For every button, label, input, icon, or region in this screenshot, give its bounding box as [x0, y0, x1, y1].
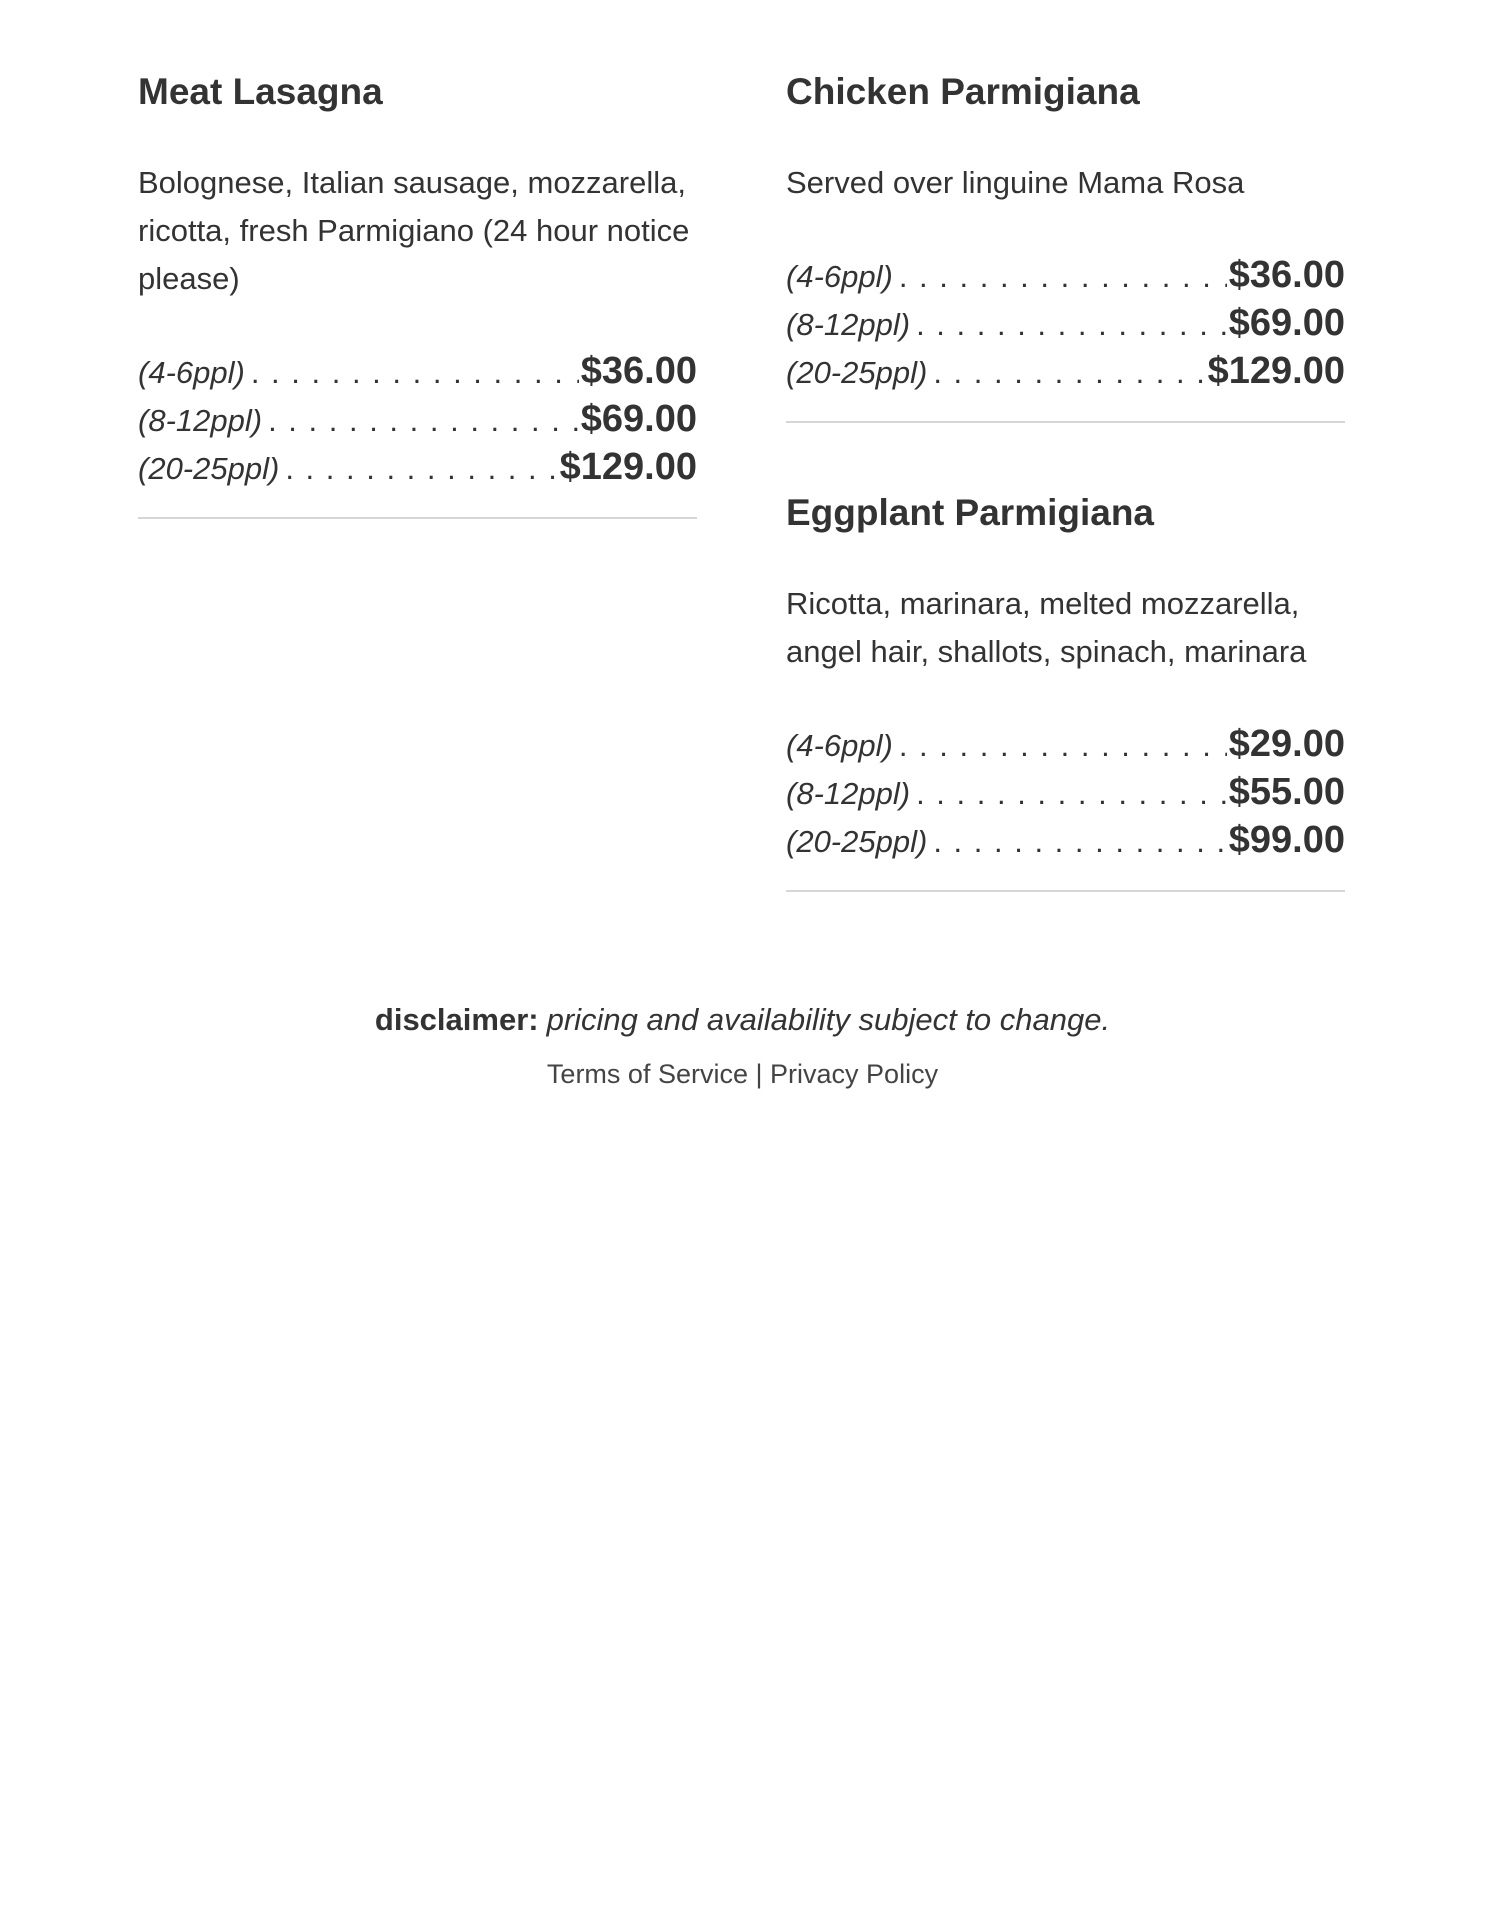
terms-of-service-link[interactable]: Terms of Service — [546, 1059, 748, 1089]
dot-leader — [262, 397, 579, 443]
serving-size: (4-6ppl) — [786, 728, 893, 763]
price: $36.00 — [1228, 254, 1345, 296]
price: $36.00 — [580, 350, 697, 392]
price-list — [138, 347, 697, 491]
footer — [0, 996, 1485, 1094]
price: $69.00 — [1228, 302, 1345, 344]
disclaimer-text: pricing and availability subject to change. — [546, 1002, 1111, 1037]
menu-item-chicken-parmigiana — [786, 70, 1345, 423]
item-title: Chicken Parmigiana — [786, 71, 1140, 112]
disclaimer-label: disclaimer: — [374, 1002, 539, 1037]
dot-leader — [910, 301, 1227, 347]
menu-column-left — [138, 70, 697, 960]
item-description: Served over linguine Mama Rosa — [786, 165, 1245, 200]
catering-menu — [138, 70, 1345, 960]
dot-leader — [245, 349, 579, 395]
item-description: Ricotta, marinara, melted mozzarella, angel hair, shallots, spinach, marinara — [786, 586, 1307, 669]
serving-size: (20-25ppl) — [786, 824, 928, 859]
price-row — [786, 299, 1345, 347]
dot-leader — [927, 818, 1226, 864]
price: $99.00 — [1228, 819, 1345, 861]
serving-size: (4-6ppl) — [786, 259, 893, 294]
price: $29.00 — [1228, 723, 1345, 765]
menu-item-meat-lasagna — [138, 70, 697, 519]
price-row — [786, 347, 1345, 395]
dot-leader — [893, 722, 1227, 768]
price-row — [786, 816, 1345, 864]
price-row — [138, 395, 697, 443]
dot-leader — [910, 770, 1227, 816]
item-title: Meat Lasagna — [138, 71, 383, 112]
privacy-policy-link[interactable]: Privacy Policy — [770, 1059, 939, 1089]
serving-size: (8-12ppl) — [786, 307, 911, 342]
menu-item-eggplant-parmigiana — [786, 491, 1345, 892]
price: $55.00 — [1228, 771, 1345, 813]
legal-links — [0, 1054, 1485, 1094]
price-list — [786, 251, 1345, 395]
price: $129.00 — [559, 446, 697, 488]
serving-size: (20-25ppl) — [786, 355, 928, 390]
dot-leader — [893, 253, 1227, 299]
price-row — [786, 720, 1345, 768]
price: $69.00 — [580, 398, 697, 440]
item-description: Bolognese, Italian sausage, mozzarella, ricotta, fresh Parmigiano (24 hour notice please) — [138, 165, 690, 296]
serving-size: (4-6ppl) — [138, 355, 245, 390]
price-row — [138, 443, 697, 491]
item-title: Eggplant Parmigiana — [786, 492, 1155, 533]
price-row — [786, 251, 1345, 299]
serving-size: (20-25ppl) — [138, 451, 280, 486]
price: $129.00 — [1207, 350, 1345, 392]
price-row — [138, 347, 697, 395]
price-row — [786, 768, 1345, 816]
dot-leader — [927, 349, 1205, 395]
menu-column-right — [786, 70, 1345, 960]
dot-leader — [279, 445, 557, 491]
serving-size: (8-12ppl) — [786, 776, 911, 811]
disclaimer — [0, 996, 1485, 1044]
link-separator: | — [755, 1059, 763, 1089]
price-list — [786, 720, 1345, 864]
serving-size: (8-12ppl) — [138, 403, 263, 438]
